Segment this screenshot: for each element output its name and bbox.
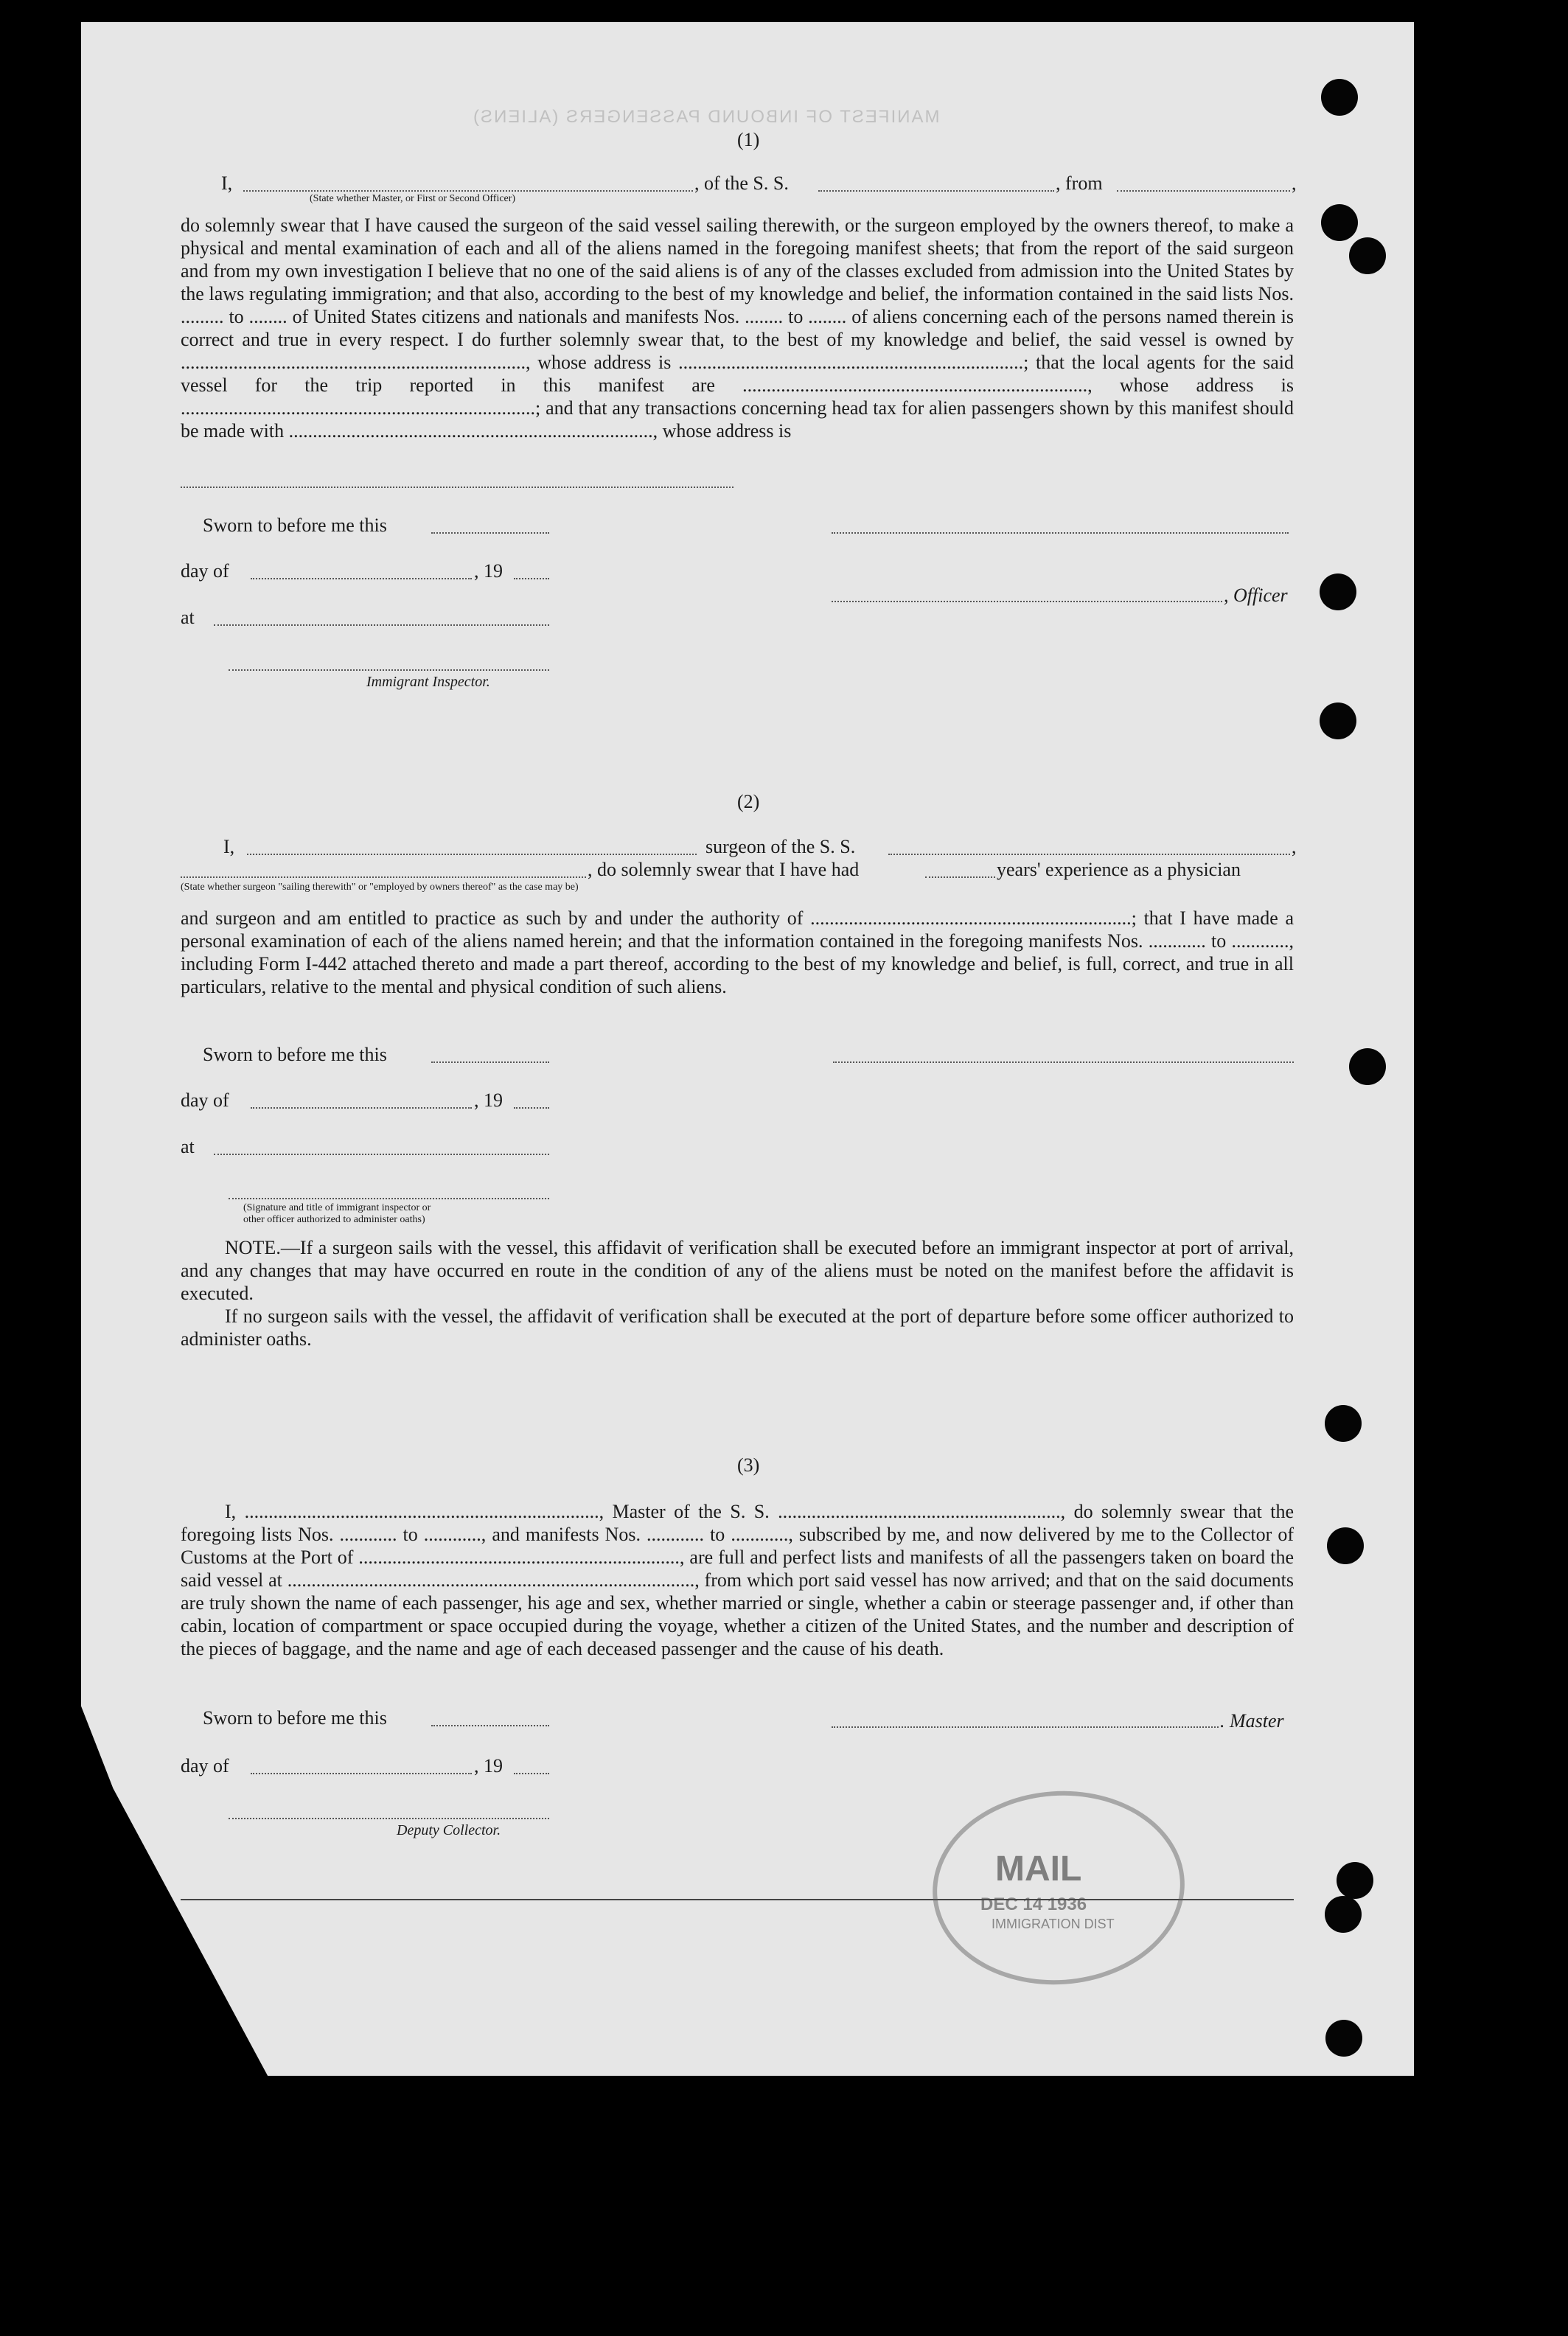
s2-note-paragraph: NOTE.—If a surgeon sails with the vessel, this affidavit of verification shall be executed before an immigrant inspector at port of arrival, and any changes that may have occurred en route in the condition of any of the aliens must be noted on the manifest before the affidavit is executed. [181,1237,1294,1304]
s2-note-paragraph-2: If no surgeon sails with the vessel, the affidavit of verification shall be executed at the port of departure before some officer authorized to administer oaths. [181,1305,1294,1350]
s1-comma: , [1292,172,1297,194]
s2-status-note: (State whether surgeon "sailing therewith" or "employed by owners thereof" as the case may be) [181,882,579,893]
s2-sworn-blank[interactable] [431,1061,549,1063]
s1-day-of: day of [181,560,229,582]
s3-year-blank[interactable] [514,1773,549,1774]
s2-day-of: day of [181,1089,229,1111]
section-2-number: (2) [737,791,760,812]
stamp-mail-text: MAIL [995,1849,1082,1889]
punch-hole [1320,702,1356,739]
s3-collector-line[interactable] [229,1818,549,1819]
s1-of-ss: , of the S. S. [694,172,789,194]
punch-hole [1325,1405,1362,1442]
s2-surgeon-name-blank[interactable] [247,854,697,855]
s3-master-label: . Master [1220,1710,1284,1732]
bleed-through-header: MANIFEST OF INBOUND PASSENGERS (ALIENS) [472,107,940,127]
stamp-date: DEC 14 1936 [980,1894,1087,1914]
s2-sworn-label: Sworn to before me this [203,1044,387,1065]
s2-signature-line[interactable] [833,1061,1294,1063]
s1-at-blank[interactable] [214,624,549,626]
s2-sig-note-1: (Signature and title of immigrant inspector or [243,1202,431,1213]
stamp-subtext: IMMIGRATION DIST [992,1917,1115,1931]
s1-officer-note: (State whether Master, or First or Second Officer) [310,193,516,204]
punch-hole [1320,573,1356,610]
s2-years-blank[interactable] [925,876,995,878]
s1-year-blank[interactable] [514,578,549,579]
s1-i: I, [221,172,233,194]
s1-oath-body: do solemnly swear that I have caused the surgeon of the said vessel sailing therewith, or the surgeon employed by the owners thereof, to make a physical and mental examination of each and all of the aliens named in the foregoing manifest sheets; that from the report of the said surgeon and from my own investigation I believe that no one of the said aliens is of any of the classes excluded from admission into the United States by the laws regulating immigration; and that also, according to the best of my knowledge and belief, the information contained in the said lists Nos. ......... to ........ of United States citizens and nationals and manifests Nos. ........ to ........ of aliens concerning each of the persons named therein is correct and true in every respect. I do further solemnly swear that, to the best of my knowledge and belief, the said vessel is owned by ........................................................................, whose address is ........................................................................; that the local agents for the said vessel for the trip reported in this manifest are ........................................................................, whose address is ..........................................................................; and that any transactions concerning head tax for alien passengers shown by this manifest should be made with ............................................................................, whose address is [181,215,1294,442]
s2-surgeon-of: surgeon of the S. S. [705,836,856,857]
s1-sworn-label: Sworn to before me this [203,515,387,536]
s3-collector-label: Deputy Collector. [397,1822,501,1838]
s2-sig-note-2: other officer authorized to administer oaths) [243,1214,425,1225]
s3-day-of: day of [181,1755,229,1777]
punch-hole [1321,204,1358,241]
s3-sworn-blank[interactable] [431,1725,549,1726]
punch-hole [1327,1527,1364,1564]
punch-hole [1321,79,1358,116]
s1-from: , from [1056,172,1103,194]
s2-status-blank[interactable] [181,876,586,878]
s1-sworn-blank[interactable] [431,532,549,534]
s2-comma: , [1292,836,1297,857]
punch-hole [1349,237,1386,274]
s1-inspector-line[interactable] [229,669,549,671]
s2-inspector-line[interactable] [229,1198,549,1199]
punch-hole [1349,1048,1386,1085]
s1-year: , 19 [474,560,503,582]
s1-agent-address-blank[interactable] [181,487,734,488]
s1-officer-rank-blank[interactable] [243,190,693,192]
s2-year: , 19 [474,1089,503,1111]
s1-from-blank[interactable] [1117,190,1290,192]
s1-officer-line[interactable] [832,601,1222,602]
s2-years-exp: years' experience as a physician [997,859,1241,880]
punch-hole [1337,1862,1373,1899]
s2-swear-had: , do solemnly swear that I have had [588,859,860,880]
s3-sworn-label: Sworn to before me this [203,1707,387,1729]
s2-i: I, [223,836,235,857]
punch-hole [1325,1896,1362,1933]
s2-day-blank[interactable] [251,1107,472,1109]
s1-inspector-label: Immigrant Inspector. [366,674,490,690]
section-3-number: (3) [737,1454,760,1476]
s3-year: , 19 [474,1755,503,1777]
s3-signature-line[interactable] [832,1726,1219,1728]
s1-signature-line[interactable] [832,532,1289,534]
s1-day-blank[interactable] [251,578,472,579]
s2-year-blank[interactable] [514,1107,549,1109]
s1-vessel-blank[interactable] [818,190,1054,192]
s1-officer-label: , Officer [1224,585,1288,606]
s2-at: at [181,1136,195,1157]
punch-hole [1325,2020,1362,2057]
s2-at-blank[interactable] [214,1154,549,1155]
s2-oath-body: and surgeon and am entitled to practice as such by and under the authority of ...................................................................; that I have made a personal examination of each of the aliens named herein; and that the information contained in the foregoing manifests Nos. ............ to ............, including Form I-442 attached thereto and made a part thereof, according to the best of my knowledge and belief, is full, correct, and true in all particulars, relative to the mental and physical condition of such aliens. [181,907,1294,997]
s2-vessel-blank[interactable] [888,854,1290,855]
section-1-number: (1) [737,129,760,150]
s3-day-blank[interactable] [251,1773,472,1774]
s3-oath-body: I, .........................................................................., Master of the S. S. ..........................................................., do solemnly swear that the foregoing lists Nos. ............ to ............, and manifests Nos. ............ to ............, subscribed by me, and now delivered by me to the Collector of Customs at the Port of ..................................................................., are full and perfect lists and manifests of all the passengers taken on board the said vessel at ....................................................................................., from which port said vessel has now arrived; and that on the said documents are truly shown the name of each passenger, his age and sex, whether married or single, whether a cabin or steerage passenger and, if other than cabin, location of compartment or space occupied during the voyage, whether a citizen of the United States, and the number and description of the pieces of baggage, and the name and age of each deceased passenger and the cause of his death. [181,1501,1294,1659]
s1-at: at [181,607,195,628]
